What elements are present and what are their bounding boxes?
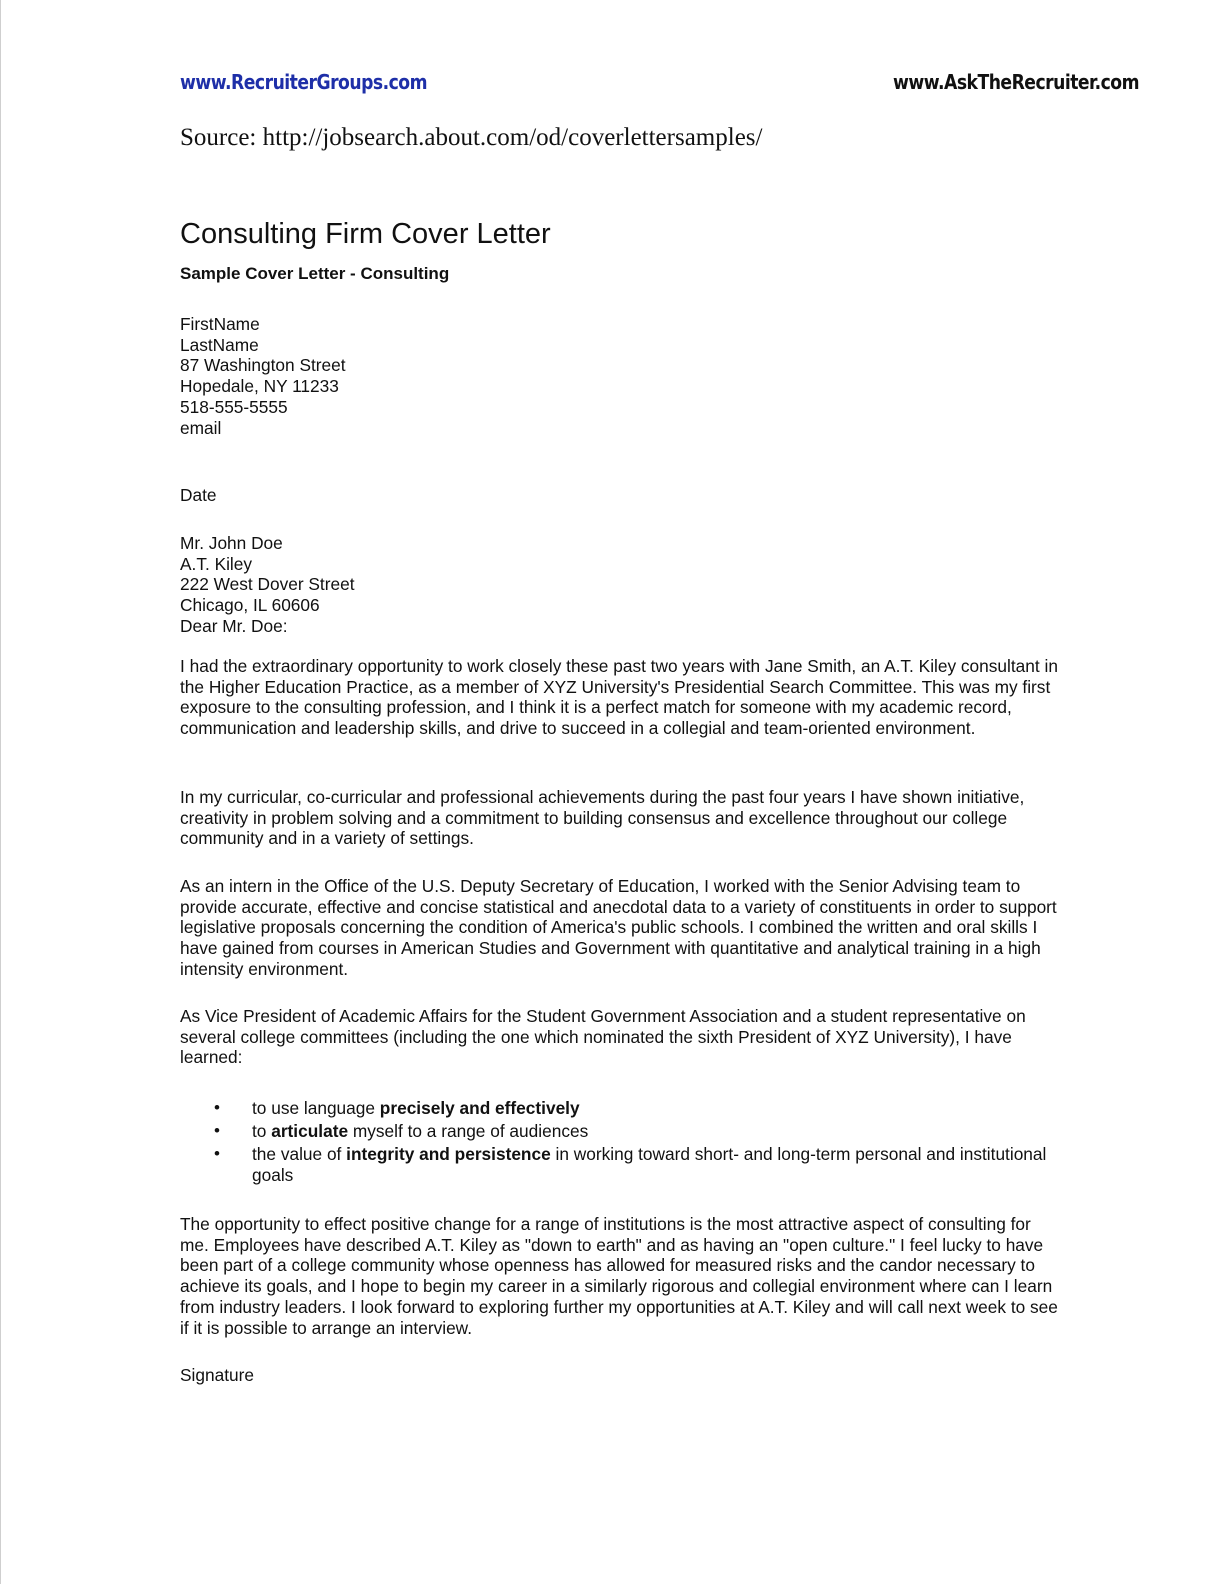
list-item-text: in working toward short- and long-term personal and institutional goals: [252, 1144, 1047, 1186]
body-paragraph-2: In my curricular, co-curricular and professional achievements during the past four years I have shown initiative, creativity in problem solving and a commitment to building consensus and excellence throughout our college community and in a variety of settings.: [180, 787, 1025, 849]
sender-phone: 518-555-5555: [180, 396, 288, 417]
recipient-company: A.T. Kiley: [180, 553, 253, 574]
list-item-text: to use language: [252, 1098, 380, 1118]
learned-list: [180, 1098, 1060, 1188]
sender-city: Hopedale, NY 11233: [180, 376, 339, 397]
sender-first-name: FirstName: [180, 314, 260, 334]
source-line: Source: http://jobsearch.about.com/od/coverlettersamples/: [180, 124, 763, 151]
list-item-text: the value of: [252, 1144, 347, 1165]
list-item: [180, 1121, 1060, 1142]
bullet-icon: •: [214, 1144, 220, 1164]
sender-street: 87 Washington Street: [180, 355, 346, 376]
sender-address-block: [180, 314, 346, 438]
recipient-street: 222 West Dover Street: [180, 574, 355, 595]
list-item-text: myself to a range of audiences: [348, 1121, 589, 1142]
bullet-icon: •: [214, 1121, 220, 1141]
list-item-emphasis: integrity and persistence: [346, 1144, 551, 1165]
date-line: Date: [180, 485, 217, 505]
list-item-text: to: [252, 1121, 272, 1142]
body-paragraph-5: The opportunity to effect positive change for a range of institutions is the most attractive aspect of consulting for me. Employees have described A.T. Kiley as "down to earth" and as having an "open culture." I feel lucky to have been part of a college community whose openness has allowed for measured risks and the candor necessary to achieve its goals, and I hope to begin my career in a similarly rigorous and collegial environment where can I learn from industry leaders. I look forward to exploring further my opportunities at A.T. Kiley and will call next week to see if it is possible to arrange an interview.: [180, 1214, 1058, 1338]
recipient-address-block: [180, 533, 355, 637]
body-paragraph-1: I had the extraordinary opportunity to work closely these past two years with Jane Smith, an A.T. Kiley consultant in the Higher Education Practice, as a member of XYZ University's Presidential Search Committee. This was my first exposure to the consulting profession, and I think it is a perfect match for someone with my academic record, communication and leadership skills, and drive to succeed in a collegial and team-oriented environment.: [180, 656, 1058, 739]
list-item: [180, 1098, 1060, 1119]
body-paragraph-3: As an intern in the Office of the U.S. Deputy Secretary of Education, I worked with the Senior Advising team to provide accurate, effective and concise statistical and anecdotal data to a variety of constituents in order to support legislative proposals concerning the condition of America's public schools. I combined the written and oral skills I have gained from courses in American Studies and Government with quantitative and analytical training in a high intensity environment.: [180, 876, 1057, 979]
recruitergroups-link[interactable]: www.RecruiterGroups.com: [180, 70, 428, 94]
asktherecruiter-link[interactable]: www.AskTheRecruiter.com: [893, 70, 1139, 94]
recipient-name: Mr. John Doe: [180, 533, 283, 553]
salutation: Dear Mr. Doe:: [180, 615, 288, 636]
sender-email: email: [180, 417, 222, 438]
list-item-emphasis: precisely and effectively: [379, 1098, 580, 1118]
sender-last-name: LastName: [180, 334, 259, 355]
list-item-emphasis: articulate: [271, 1121, 349, 1142]
recipient-city: Chicago, IL 60606: [180, 595, 320, 616]
document-title: Consulting Firm Cover Letter: [180, 218, 551, 250]
bullet-icon: •: [214, 1098, 220, 1117]
signature-line: Signature: [180, 1365, 254, 1385]
document-subtitle: Sample Cover Letter - Consulting: [180, 264, 450, 283]
body-paragraph-4: As Vice President of Academic Affairs for the Student Government Association and a student representative on several college committees (including the one which nominated the sixth President of XYZ University), I have learned:: [180, 1006, 1026, 1068]
list-item: [180, 1144, 1060, 1185]
